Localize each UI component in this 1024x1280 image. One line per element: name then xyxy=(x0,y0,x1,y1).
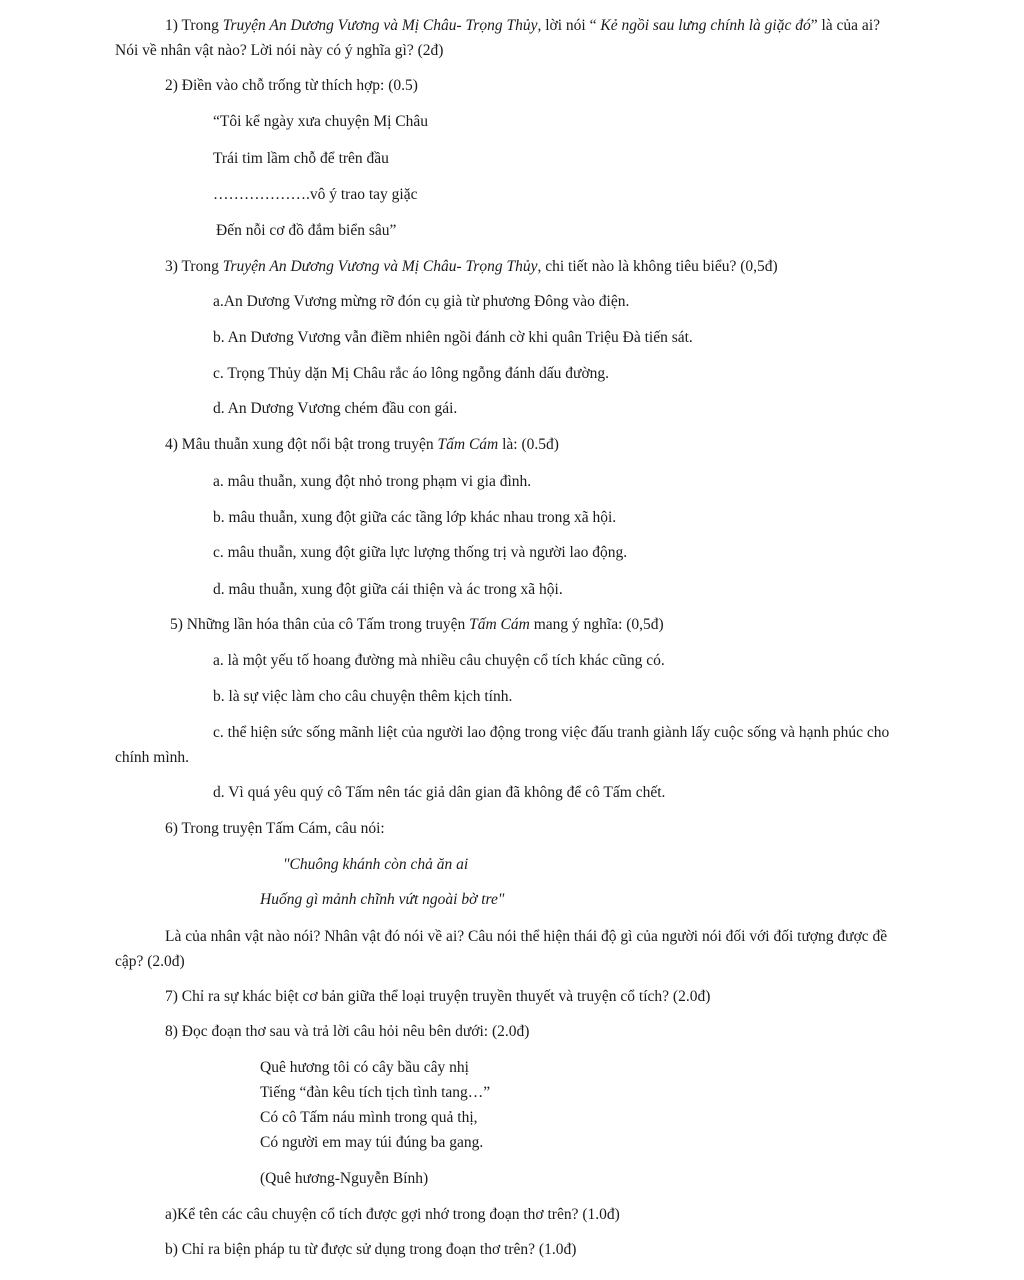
q6-question: Là của nhân vật nào nói? Nhân vật đó nói về ai? Câu nói thể hiện thái độ gì của người nói đối với đối tượng được đề xyxy=(165,928,888,945)
q3-option-a: a.An Dương Vương mừng rỡ đón cụ già từ phương Đông vào điện. xyxy=(213,293,630,310)
q3-pre: 3) Trong xyxy=(165,258,223,275)
q3-post: , chi tiết nào là không tiêu biểu? (0,5đ) xyxy=(537,258,778,275)
q4-option-c: c. mâu thuẫn, xung đột giữa lực lượng thống trị và người lao động. xyxy=(213,544,628,561)
q3-option-b: b. An Dương Vương vẫn điềm nhiên ngồi đánh cờ khi quân Triệu Đà tiến sát. xyxy=(213,329,693,346)
q8-verse-line: Có người em may túi đúng ba gang. xyxy=(260,1134,484,1151)
q3-prompt xyxy=(165,257,778,277)
q8-verse-line: Tiếng “đàn kêu tích tịch tình tang…” xyxy=(260,1084,491,1101)
q6-question-cont: cập? (2.0đ) xyxy=(115,953,185,970)
q5-option-d: d. Vì quá yêu quý cô Tấm nên tác giả dân gian đã không để cô Tấm chết. xyxy=(213,784,666,801)
q1-pre: 1) Trong xyxy=(165,17,223,34)
q6-prompt: 6) Trong truyện Tấm Cám, câu nói: xyxy=(165,820,385,837)
q6-quote-line: "Chuông khánh còn chả ăn ai xyxy=(283,856,469,873)
q5-option-a: a. là một yếu tố hoang đường mà nhiều câu chuyện cổ tích khác cũng có. xyxy=(213,652,665,669)
q7-prompt: 7) Chỉ ra sự khác biệt cơ bản giữa thể loại truyện truyền thuyết và truyện cổ tích? (2.0đ) xyxy=(165,988,711,1005)
q5-post: mang ý nghĩa: (0,5đ) xyxy=(529,616,664,633)
q4-title: Tấm Cám xyxy=(437,436,499,453)
q8-sub-b: b) Chỉ ra biện pháp tu từ được sử dụng trong đoạn thơ trên? (1.0đ) xyxy=(165,1241,577,1258)
q5-option-c-cont: chính mình. xyxy=(115,749,190,766)
q4-prompt xyxy=(165,435,559,455)
q5-option-b: b. là sự việc làm cho câu chuyện thêm kịch tính. xyxy=(213,688,513,705)
q4-option-b: b. mâu thuẫn, xung đột giữa các tầng lớp khác nhau trong xã hội. xyxy=(213,509,617,526)
q4-option-a: a. mâu thuẫn, xung đột nhỏ trong phạm vi gia đình. xyxy=(213,473,532,490)
q2-verse-line: “Tôi kể ngày xưa chuyện Mị Châu xyxy=(213,113,429,130)
q1-line2: Nói về nhân vật nào? Lời nói này có ý nghĩa gì? (2đ) xyxy=(115,42,444,59)
q6-quote-line: Huống gì mảnh chĩnh vứt ngoài bờ tre" xyxy=(260,891,505,908)
q2-prompt: 2) Điền vào chỗ trống từ thích hợp: (0.5) xyxy=(165,77,418,94)
q1-title: Truyện An Dương Vương và Mị Châu- Trọng Thủy xyxy=(222,17,538,34)
q1-line1 xyxy=(165,16,880,36)
q5-prompt xyxy=(170,615,664,635)
q8-prompt: 8) Đọc đoạn thơ sau và trả lời câu hỏi nêu bên dưới: (2.0đ) xyxy=(165,1023,530,1040)
q5-option-c: c. thể hiện sức sống mãnh liệt của người lao động trong việc đấu tranh giành lấy cuộc sống và hạnh phúc cho xyxy=(213,724,890,741)
q4-post: là: (0.5đ) xyxy=(498,436,559,453)
q2-verse-line: ……………….vô ý trao tay giặc xyxy=(213,186,418,203)
q1-quote: Kẻ ngồi sau lưng chính là giặc đó xyxy=(600,17,811,34)
q2-verse-line: Trái tim lầm chỗ để trên đầu xyxy=(213,150,389,167)
q2-verse-line: Đến nỗi cơ đồ đắm biển sâu” xyxy=(216,222,397,239)
q8-source: (Quê hương-Nguyễn Bính) xyxy=(260,1170,429,1187)
q3-option-c: c. Trọng Thủy dặn Mị Châu rắc áo lông ngỗng đánh dấu đường. xyxy=(213,365,610,382)
q1-mid: , lời nói “ xyxy=(537,17,601,34)
q3-title: Truyện An Dương Vương và Mị Châu- Trọng Thủy xyxy=(222,258,538,275)
q5-title: Tấm Cám xyxy=(469,616,530,633)
q5-pre: 5) Những lần hóa thân của cô Tấm trong truyện xyxy=(170,616,470,633)
q8-verse-line: Quê hương tôi có cây bầu cây nhị xyxy=(260,1059,469,1076)
q3-option-d: d. An Dương Vương chém đầu con gái. xyxy=(213,400,458,417)
q1-post: ” là của ai? xyxy=(810,17,880,34)
q8-verse-line: Có cô Tấm náu mình trong quả thị, xyxy=(260,1109,478,1126)
q4-option-d: d. mâu thuẫn, xung đột giữa cái thiện và ác trong xã hội. xyxy=(213,581,563,598)
q4-pre: 4) Mâu thuẫn xung đột nổi bật trong truyện xyxy=(165,436,438,453)
q8-sub-a: a)Kể tên các câu chuyện cổ tích được gợi nhớ trong đoạn thơ trên? (1.0đ) xyxy=(165,1206,620,1223)
